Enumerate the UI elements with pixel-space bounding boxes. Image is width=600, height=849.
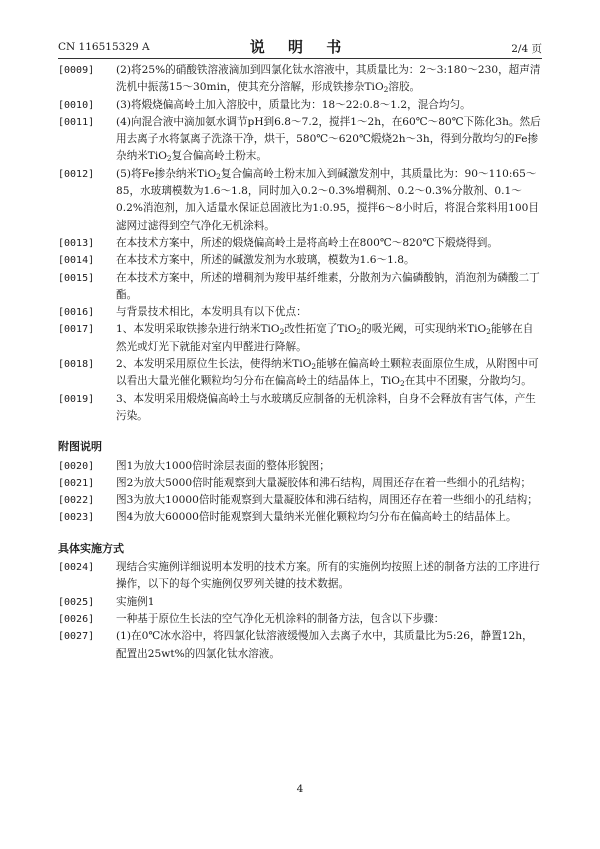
paragraph-number: [0009] [58,65,95,76]
paragraph [58,559,542,594]
page-number: 4 [296,783,304,795]
paragraph-text: (5)将Fe掺杂纳米TiO$_2$复合偏高岭土粉末加入到碱激发剂中，其质量比为：90～110:65～85，水玻璃模数为1.6～1.8，同时加入0.2～0.3%增稠剂、0.2～0.3%分散剂、0.1～0.2%消泡剂，加入适量水保证总固液比为1:0.95，搅拌6～8小时后，将混合浆料用100目滤网过滤得到空气净化无机涂料。 [116,167,539,232]
paragraph-text: 图1为放大1000倍时涂层表面的整体形貌图； [116,459,330,472]
paragraph [58,356,542,391]
paragraph [58,475,542,492]
paragraph-number: [0027] [58,631,95,643]
paragraph-text: 一种基于原位生长法的空气净化无机涂料的制备方法，包含以下步骤： [116,612,445,625]
document-body [58,62,542,663]
paragraph-number: [0026] [58,613,95,625]
document-id: CN 116515329 A [58,41,150,53]
paragraph-text: 现结合实施例详细说明本发明的技术方案。所有的实施例均按照上述的制备方法的工序进行操作，以下的每个实施例仅罗列关键的技术数据。 [116,561,540,591]
paragraph-number: [0017] [58,324,95,336]
paragraph [58,252,542,269]
paragraph [58,628,542,663]
paragraph-text: (3)将煅烧偏高岭土加入溶胶中，质量比为：18～22:0.8～1.2，混合均匀。 [116,98,471,111]
paragraph-text: (1)在0℃冰水浴中，将四氯化钛溶液缓慢加入去离子水中，其质量比为5:26，静置12h，配置出25wt%的四氯化钛水溶液。 [116,630,533,660]
paragraph-text: 在本技术方案中，所述的煅烧偏高岭土是将高岭土在800℃～820℃下煅烧得到。 [116,236,498,249]
header-divider [58,58,542,59]
section-heading: 具体实施方式 [58,541,124,555]
paragraph-number: [0021] [58,477,95,489]
paragraph-number: [0019] [58,393,95,405]
paragraph-number: [0011] [58,116,95,128]
paragraph-number: [0023] [58,512,95,524]
paragraph [58,62,542,97]
paragraph [58,270,542,305]
paragraph-text: 2、本发明采用原位生长法，使得纳米TiO$_2$能够在偏高岭土颗粒表面原位生成，从附图中可以看出大量光催化颗粒均匀分布在偏高岭土的结晶体上，TiO$_2$在其中不团聚，分散均匀。 [116,358,539,389]
paragraph [58,611,542,628]
paragraph-text: 实施例1 [116,595,155,608]
section-heading: 附图说明 [58,440,102,454]
paragraph [58,304,542,321]
page-indicator: 2/4 页 [511,43,542,55]
paragraph [58,509,542,526]
paragraph-number: [0012] [58,168,95,180]
paragraph-text: (4)向混合液中滴加氨水调节pH到6.8～7.2，搅拌1～2h，在60℃～80℃下陈化3h。然后用去离子水将氯离子洗涤干净，烘干，580℃～620℃煅烧2h～3h，得到分散均匀的Fe掺杂纳米TiO$_2$复合偏高岭土粉末。 [116,115,541,164]
paragraph [58,114,542,166]
paragraph-text: 图4为放大60000倍时能观察到大量纳米光催化颗粒均匀分布在偏高岭土的结晶体上。 [116,511,517,524]
document-title: 说 明 书 [249,38,351,56]
paragraph-text: 图3为放大10000倍时能观察到大量凝胶体和沸石结构，周围还存在着一些细小的孔结构； [116,494,538,507]
page-header [58,36,542,56]
paragraph-number: [0016] [58,307,95,319]
paragraph [58,594,542,611]
paragraph-text: 1、本发明采取铁掺杂进行纳米TiO$_2$改性拓宽了TiO$_2$的吸光阈，可实现纳米TiO$_2$能够在自然光或灯光下就能对室内甲醛进行降解。 [116,323,534,353]
paragraph [58,492,542,509]
paragraph-text: 在本技术方案中，所述的增稠剂为羧甲基纤维素，分散剂为六偏磷酸钠，消泡剂为磷酸二丁酯。 [116,271,540,301]
paragraph-number: [0024] [58,562,95,574]
paragraph-text: 在本技术方案中，所述的碱激发剂为水玻璃，模数为1.6～1.8。 [116,254,415,267]
paragraph-number: [0013] [58,237,95,249]
paragraph-text: 与背景技术相比，本发明具有以下优点： [116,306,307,319]
paragraph [58,97,542,114]
paragraph-text: 图2为放大5000倍时能观察到大量凝胶体和沸石结构，周围还存在着一些细小的孔结构； [116,476,532,489]
paragraph-number: [0022] [58,495,95,507]
paragraph-number: [0014] [58,255,95,267]
paragraph [58,321,542,356]
paragraph-number: [0025] [58,596,95,608]
paragraph-number: [0015] [58,272,95,284]
paragraph [58,391,542,426]
paragraph-number: [0018] [58,359,95,371]
paragraph-text: (2)将25%的硝酸铁溶液滴加到四氯化钛水溶液中，其质量比为：2～3:180～230，超声清洗机中振荡15～30min，使其充分溶解，形成铁掺杂TiO$_2$溶胶。 [116,64,541,95]
paragraph [58,235,542,252]
paragraph [58,458,542,475]
paragraph-text: 3、本发明采用煅烧偏高岭土与水玻璃反应制备的无机涂料，自身不会释放有害气体，产生污染。 [116,392,536,422]
paragraph-number: [0010] [58,99,95,111]
paragraph [58,166,542,235]
paragraph-number: [0020] [58,460,95,472]
